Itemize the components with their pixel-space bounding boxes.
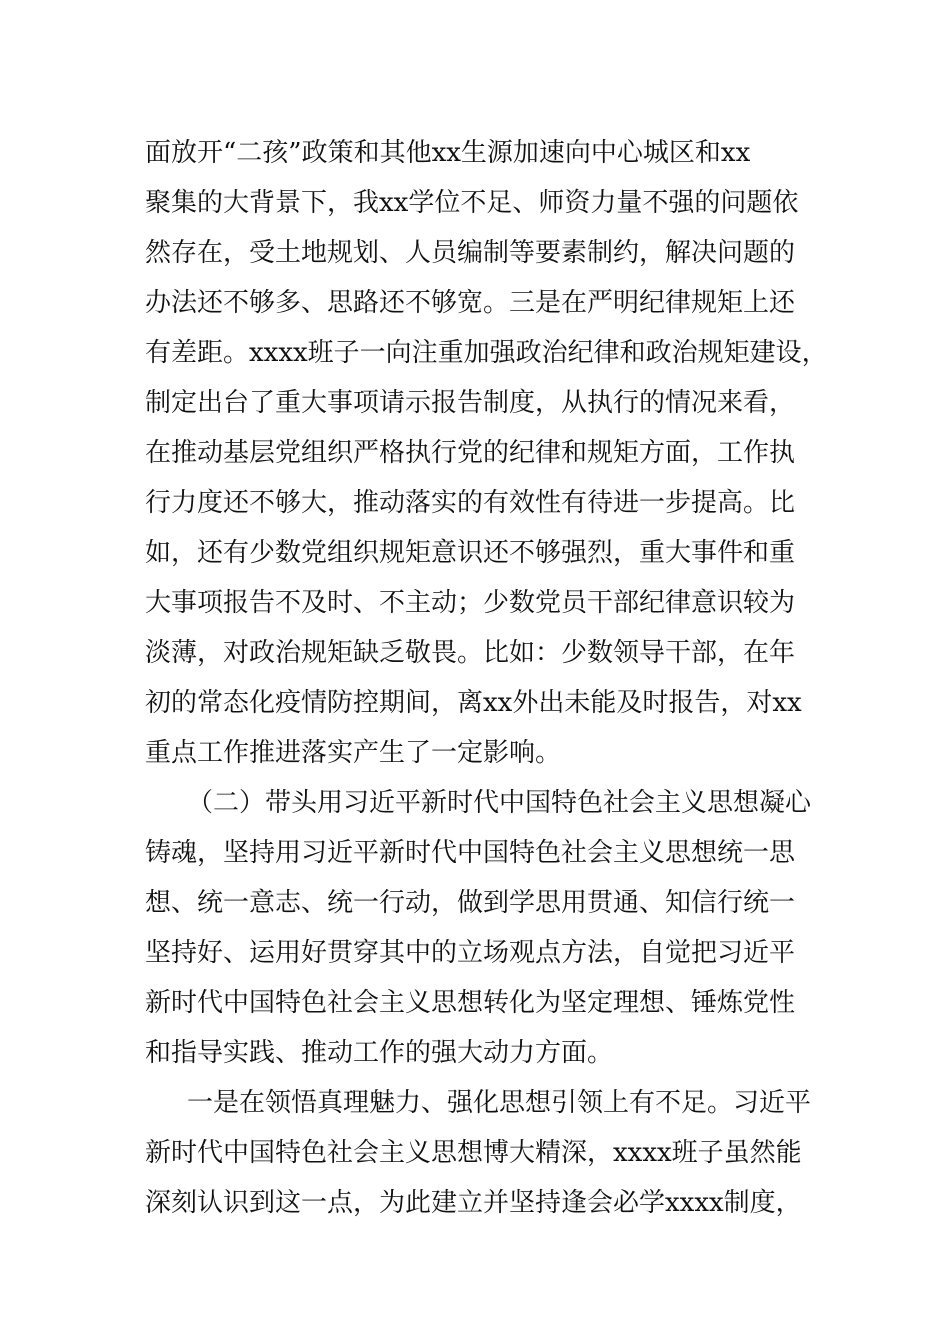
text-line: 坚持好、运用好贯穿其中的立场观点方法，自觉把习近平 bbox=[145, 938, 796, 968]
text-line: 办法还不够多、思路还不够宽。三是在严明纪律规矩上还 bbox=[145, 288, 796, 318]
text-line: 如，还有少数党组织规矩意识还不够强烈，重大事件和重 bbox=[145, 538, 796, 568]
text-line: 深刻认识到这一点，为此建立并坚持逢会必学xxxx制度， bbox=[145, 1188, 802, 1218]
text-line: 聚集的大背景下，我xx学位不足、师资力量不强的问题依 bbox=[145, 188, 799, 218]
text-line: 铸魂，坚持用习近平新时代中国特色社会主义思想统一思 bbox=[145, 838, 796, 868]
text-line: 制定出台了重大事项请示报告制度，从执行的情况来看， bbox=[145, 388, 796, 418]
body-text bbox=[145, 128, 828, 1228]
text-line: 和指导实践、推动工作的强大动力方面。 bbox=[145, 1038, 614, 1068]
text-line: 大事项报告不及时、不主动；少数党员干部纪律意识较为 bbox=[145, 588, 796, 618]
text-line: 重点工作推进落实产生了一定影响。 bbox=[145, 738, 562, 768]
text-line: 淡薄，对政治规矩缺乏敬畏。比如：少数领导干部，在年 bbox=[145, 638, 796, 668]
text-line: 面放开“二孩”政策和其他xx生源加速向中心城区和xx bbox=[145, 138, 751, 168]
text-line: 然存在，受土地规划、人员编制等要素制约，解决问题的 bbox=[145, 238, 796, 268]
text-line: 行力度还不够大，推动落实的有效性有待进一步提高。比 bbox=[145, 488, 796, 518]
paragraph-start-line: 一是在领悟真理魅力、强化思想引领上有不足。习近平 bbox=[187, 1088, 812, 1118]
section-heading-line: （二）带头用习近平新时代中国特色社会主义思想凝心 bbox=[187, 788, 812, 818]
text-line: 想、统一意志、统一行动，做到学思用贯通、知信行统一 bbox=[145, 888, 796, 918]
text-line: 新时代中国特色社会主义思想转化为坚定理想、锤炼党性 bbox=[145, 988, 796, 1018]
text-line: 新时代中国特色社会主义思想博大精深，xxxx班子虽然能 bbox=[145, 1138, 802, 1168]
text-line: 在推动基层党组织严格执行党的纪律和规矩方面，工作执 bbox=[145, 438, 796, 468]
text-line: 初的常态化疫情防控期间，离xx外出未能及时报告，对xx bbox=[145, 688, 802, 718]
text-line: 有差距。xxxx班子一向注重加强政治纪律和政治规矩建设， bbox=[145, 338, 828, 368]
